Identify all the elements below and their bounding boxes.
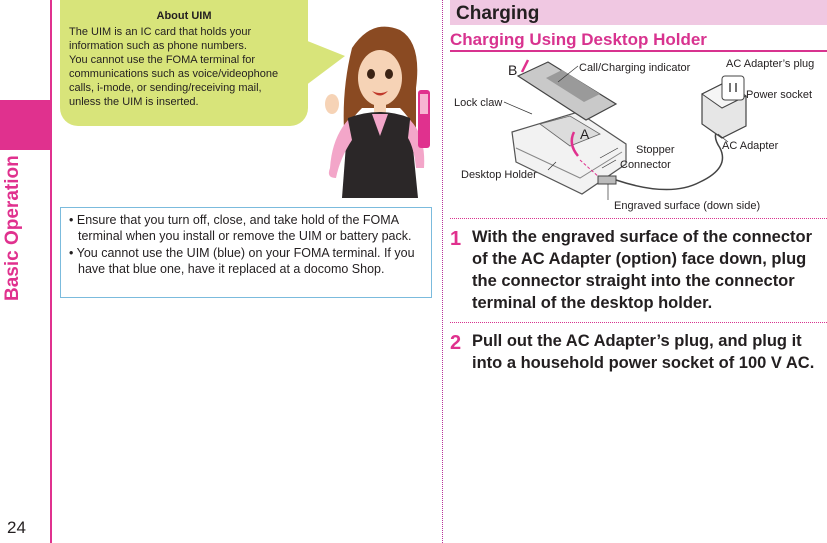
uim-note-line: unless the UIM is inserted. <box>69 96 199 108</box>
label-power-socket: Power socket <box>746 89 813 101</box>
page-number: 24 <box>7 518 26 537</box>
section-tab <box>0 100 52 150</box>
uim-note-title: About UIM <box>156 10 212 22</box>
label-letter-a: A <box>580 126 590 142</box>
charging-diagram <box>450 52 827 217</box>
caution-item: • You cannot use the UIM (blue) on your FOMA terminal. If you have that blue one, have it replaced at a docomo Shop. <box>69 246 415 276</box>
uim-note-line: information such as phone numbers. <box>69 40 247 52</box>
label-letter-b: B <box>508 62 518 78</box>
subsection-title: Charging Using Desktop Holder <box>450 30 707 49</box>
uim-note-body <box>69 25 305 109</box>
uim-note-line: calls, i-mode, or sending/receiving mail, <box>69 82 262 94</box>
uim-note-line: The UIM is an IC card that holds your <box>69 26 252 38</box>
uim-note-line: You cannot use the FOMA terminal for <box>69 54 256 66</box>
label-connector: Connector <box>620 159 671 171</box>
step-text: Pull out the AC Adapter’s plug, and plug it into a household power socket of 100 V AC. <box>472 332 815 372</box>
caution-item: • Ensure that you turn off, close, and take hold of the FOMA terminal when you install or remove the UIM or battery pack. <box>69 213 412 243</box>
caution-list <box>61 208 431 277</box>
side-label-text: Basic Operation <box>2 155 23 301</box>
label-stopper: Stopper <box>636 144 675 156</box>
column-divider <box>442 0 443 543</box>
step-text: With the engraved surface of the connector of the AC Adapter (option) face down, plug the connector straight into the connector terminal of the desktop holder. <box>472 228 812 312</box>
step-number: 1 <box>450 228 462 250</box>
margin-rule <box>50 0 52 543</box>
label-adapter-plug: AC Adapter’s plug <box>726 58 815 70</box>
caution-box <box>60 207 432 298</box>
label-lock-claw: Lock claw <box>454 97 503 109</box>
label-call-indicator: Call/Charging indicator <box>579 62 691 74</box>
caution-text: You cannot use the UIM (blue) on your FOMA terminal. If you have that blue one, have it replaced at a docomo Shop. <box>76 246 415 276</box>
step-separator <box>450 218 827 219</box>
charging-diagram-art <box>450 52 827 217</box>
step-separator <box>450 322 827 323</box>
section-title: Charging <box>456 3 540 24</box>
guide-character-illustration <box>312 18 442 198</box>
uim-note-line: communications such as voice/videophone <box>69 68 279 80</box>
label-engraved-surface: Engraved surface (down side) <box>614 200 761 212</box>
step-number: 2 <box>450 332 462 354</box>
caution-text: Ensure that you turn off, close, and take hold of the FOMA terminal when you install or remove the UIM or battery pack. <box>76 213 412 243</box>
label-ac-adapter: AC Adapter <box>722 140 779 152</box>
label-desktop-holder: Desktop Holder <box>461 169 537 181</box>
